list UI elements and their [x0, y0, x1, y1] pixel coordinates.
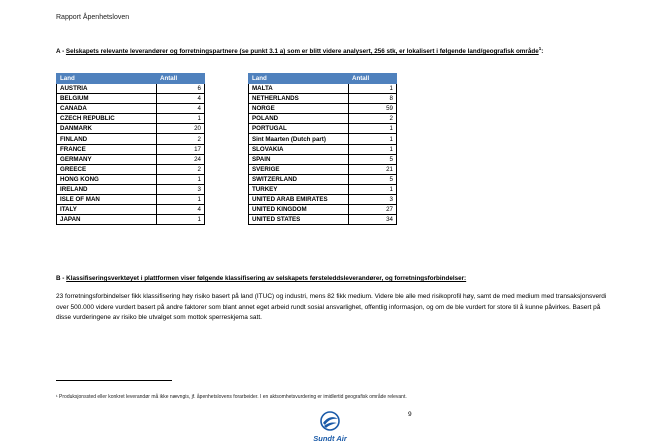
count-cell: 1 — [157, 195, 205, 205]
country-cell: PORTUGAL — [249, 124, 349, 134]
body-paragraph: 23 forretningsforbindelser fikk klassifisering høy risiko basert på land (ITUC) og industri, mens 82 fikk medium. Videre ble alle med risikoprofil høy, samt de med medium med transaksjonsverdi over 500.000 videre vurdert basert på andre faktorer som blant annet eget arbeid rundt sosial ansvarlighet, offentlig informasjon, og om de ble vurdert for store til å kunne påvirkes. Basert på disse vurderingene av risiko ble utvalget som mottok sperreskjema satt. — [56, 293, 607, 321]
footnote-ref: 1 — [538, 46, 542, 51]
country-cell: DANMARK — [57, 124, 157, 134]
country-cell: UNITED ARAB EMIRATES — [249, 195, 349, 205]
country-cell: BELGIUM — [57, 94, 157, 104]
table-body — [249, 84, 397, 225]
country-cell: Sint Maarten (Dutch part) — [249, 134, 349, 144]
table-row — [57, 174, 205, 184]
count-cell: 1 — [157, 114, 205, 124]
count-cell: 3 — [157, 184, 205, 194]
table-row — [57, 94, 205, 104]
footnote-text: ¹ Produksjonssted eller konkret leverandør må ikke nævngis, jf. åpenhetslovens forarbeider. I en aktsomhetsvurdering er imidlertid geografisk område relevant. — [56, 394, 407, 400]
table-row — [249, 195, 397, 205]
country-cell: SWITZERLAND — [249, 174, 349, 184]
section-b-heading — [56, 275, 616, 282]
country-cell: FINLAND — [57, 134, 157, 144]
country-cell: MALTA — [249, 84, 349, 94]
country-cell: CANADA — [57, 104, 157, 114]
column-header-antall: Antall — [349, 74, 397, 84]
table-row — [249, 164, 397, 174]
country-table-right — [248, 73, 397, 225]
count-cell: 2 — [157, 134, 205, 144]
count-cell: 2 — [349, 114, 397, 124]
table-row — [57, 205, 205, 215]
table-row — [249, 184, 397, 194]
country-cell: FRANCE — [57, 144, 157, 154]
table-row — [249, 84, 397, 94]
count-cell: 21 — [349, 164, 397, 174]
column-header-land: Land — [57, 74, 157, 84]
country-cell: JAPAN — [57, 215, 157, 225]
country-cell: HONG KONG — [57, 174, 157, 184]
table-row — [249, 124, 397, 134]
country-cell: AUSTRIA — [57, 84, 157, 94]
table-row — [57, 215, 205, 225]
country-table-left — [56, 73, 205, 225]
count-cell: 4 — [157, 104, 205, 114]
country-cell: UNITED STATES — [249, 215, 349, 225]
count-cell: 1 — [157, 215, 205, 225]
country-cell: CZECH REPUBLIC — [57, 114, 157, 124]
table-row — [249, 215, 397, 225]
table-row — [57, 164, 205, 174]
section-b-prefix: B - — [56, 275, 67, 282]
count-cell: 27 — [349, 205, 397, 215]
table-header-row — [57, 74, 205, 84]
table-row — [57, 84, 205, 94]
count-cell: 1 — [157, 174, 205, 184]
count-cell: 1 — [349, 184, 397, 194]
count-cell: 59 — [349, 104, 397, 114]
section-a-prefix: A - — [56, 48, 66, 56]
table-row — [249, 94, 397, 104]
sundt-air-logo — [304, 410, 356, 444]
table-row — [57, 184, 205, 194]
table-row — [249, 114, 397, 124]
country-cell: NORGE — [249, 104, 349, 114]
count-cell: 2 — [157, 164, 205, 174]
country-cell: SPAIN — [249, 154, 349, 164]
country-cell: POLAND — [249, 114, 349, 124]
country-cell: ISLE OF MAN — [57, 195, 157, 205]
count-cell: 1 — [349, 144, 397, 154]
table-row — [57, 114, 205, 124]
count-cell: 3 — [349, 195, 397, 205]
count-cell: 1 — [349, 84, 397, 94]
count-cell: 20 — [157, 124, 205, 134]
country-cell: GREECE — [57, 164, 157, 174]
page-number: 9 — [408, 411, 412, 418]
table-row — [57, 144, 205, 154]
section-a-heading — [56, 44, 604, 56]
section-a-text: Selskapets relevante leverandører og forretningspartnere (se punkt 3.1 a) som er blitt videre analysert, 256 stk, er lokalisert i følgende land/geografisk område — [65, 48, 539, 56]
table-row — [249, 104, 397, 114]
count-cell: 24 — [157, 154, 205, 164]
table-row — [57, 134, 205, 144]
table-row — [57, 104, 205, 114]
count-cell: 1 — [349, 124, 397, 134]
count-cell: 4 — [157, 205, 205, 215]
count-cell: 17 — [157, 144, 205, 154]
count-cell: 6 — [157, 84, 205, 94]
count-cell: 1 — [349, 134, 397, 144]
country-cell: NETHERLANDS — [249, 94, 349, 104]
count-cell: 5 — [349, 154, 397, 164]
table-row — [249, 144, 397, 154]
country-cell: SLOVAKIA — [249, 144, 349, 154]
table-row — [249, 205, 397, 215]
table-header-row — [249, 74, 397, 84]
country-cell: TURKEY — [249, 184, 349, 194]
table-row — [57, 124, 205, 134]
country-cell: ITALY — [57, 205, 157, 215]
column-header-antall: Antall — [157, 74, 205, 84]
country-cell: IRELAND — [57, 184, 157, 194]
logo-text: Sundt Air — [313, 434, 347, 443]
count-cell: 5 — [349, 174, 397, 184]
table-row — [249, 174, 397, 184]
table-row — [249, 134, 397, 144]
table-body — [57, 84, 205, 225]
count-cell: 4 — [157, 94, 205, 104]
section-b-text: Klassifiseringsverktøyet i plattformen viser følgende klassifisering av selskapets førsteleddsleverandører, og forretningsforbindelser: — [66, 275, 467, 282]
table-row — [249, 154, 397, 164]
table-row — [57, 195, 205, 205]
section-a-suffix: : — [541, 48, 544, 56]
table-row — [57, 154, 205, 164]
column-header-land: Land — [249, 74, 349, 84]
page-header: Rapport Åpenhetsloven — [56, 14, 130, 21]
country-cell: SVERIGE — [249, 164, 349, 174]
count-cell: 34 — [349, 215, 397, 225]
country-cell: UNITED KINGDOM — [249, 205, 349, 215]
footnote-divider — [56, 380, 172, 381]
count-cell: 8 — [349, 94, 397, 104]
country-cell: GERMANY — [57, 154, 157, 164]
